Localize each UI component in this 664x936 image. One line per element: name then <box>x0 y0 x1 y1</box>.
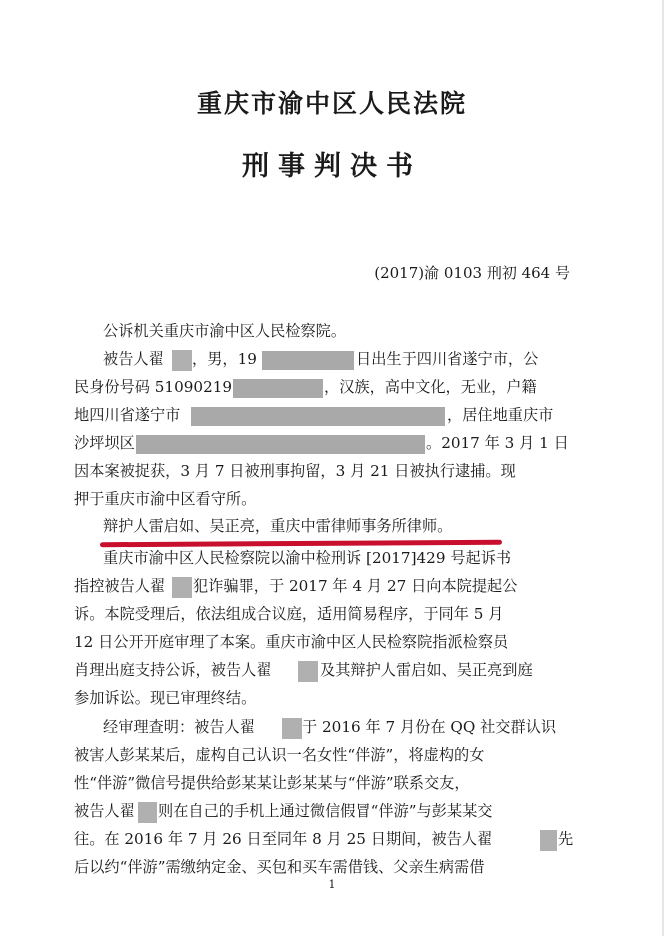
text-segment: 诉。本院受理后，依法组成合议庭，适用简易程序，于同年 5 月 <box>74 605 504 623</box>
text-segment: 则在自己的手机上通过微信假冒“伴游”与彭某某交 <box>158 802 493 820</box>
text-segment: 地四川省遂宁市 <box>74 406 181 424</box>
text-line <box>0 685 664 712</box>
text-line <box>0 513 664 540</box>
text-segment: 先 <box>558 830 574 848</box>
text-line <box>0 402 664 429</box>
text-segment: 犯诈骗罪，于 2017 年 4 月 27 日向本院提起公 <box>193 577 518 595</box>
text-line <box>0 486 664 513</box>
redaction-block <box>282 718 302 739</box>
text-line <box>0 430 664 457</box>
redaction-block <box>172 350 192 371</box>
text-segment: ，汉族，高中文化，无业，户籍 <box>324 378 537 396</box>
prosecutor-line: 公诉机关重庆市渝中区人民检察院。 <box>103 322 346 340</box>
text-segment: 被告人翟 <box>74 802 135 820</box>
redaction-block <box>540 830 557 851</box>
text-line <box>0 798 664 825</box>
redaction-block <box>298 661 318 682</box>
redaction-block <box>172 577 192 598</box>
court-name: 重庆市渝中区人民法院 <box>196 89 467 118</box>
text-segment: 日出生于四川省遂宁市，公 <box>356 350 539 368</box>
text-segment: 指控被告人翟 <box>74 577 166 595</box>
redaction-block <box>136 435 425 454</box>
text-segment: 因本案被捉获，3 月 7 日被刑事拘留，3 月 21 日被执行逮捕。现 <box>74 462 516 480</box>
case-number: (2017)渝 0103 刑初 464 号 <box>374 264 570 282</box>
text-segment: 。2017 年 3 月 1 日 <box>426 434 569 452</box>
text-line <box>0 318 664 345</box>
text-segment: 押于重庆市渝中区看守所。 <box>74 490 257 508</box>
text-line <box>0 601 664 628</box>
document-title: 刑事判决书 <box>242 151 422 182</box>
text-segment: 及其辩护人雷启如、吴正亮到庭 <box>320 661 533 679</box>
text-segment: 性“伴游”微信号提供给彭某某让彭某某与“伴游”联系交友， <box>74 774 470 792</box>
text-segment: 沙坪坝区 <box>74 434 135 452</box>
text-segment: 于 2016 年 7 月份在 QQ 社交群认识 <box>302 718 557 736</box>
text-line <box>0 458 664 485</box>
text-segment: 12 日公开开庭审理了本案。重庆市渝中区人民检察院指派检察员 <box>74 633 509 651</box>
text-segment: ，居住地重庆市 <box>447 406 554 424</box>
redaction-block <box>191 407 445 426</box>
text-line <box>0 374 664 401</box>
text-segment: 民身份号码 51090219 <box>74 378 233 396</box>
text-segment: 被告人翟 <box>103 350 164 368</box>
text-segment: 往。在 2016 年 7 月 26 日至同年 8 月 25 日期间，被告人翟 <box>74 830 493 848</box>
text-line <box>0 742 664 769</box>
text-line <box>0 854 664 881</box>
text-segment: 后以约“伴游”需缴纳定金、买包和买车需借钱、父亲生病需借 <box>74 858 485 876</box>
text-segment: 重庆市渝中区人民检察院以渝中检刑诉 [2017]429 号起诉书 <box>103 549 512 567</box>
redaction-block <box>233 379 323 398</box>
text-line <box>0 346 664 373</box>
text-line <box>0 545 664 572</box>
text-line <box>0 573 664 600</box>
redaction-block <box>262 351 354 370</box>
text-segment: 参加诉讼。现已审理终结。 <box>74 689 257 707</box>
text-line <box>0 826 664 853</box>
page-number: 1 <box>328 878 336 891</box>
defense-counsel-line: 辩护人雷启如、吴正亮，重庆中雷律师事务所律师。 <box>103 517 453 535</box>
text-line <box>0 714 664 741</box>
text-line <box>0 770 664 797</box>
text-segment: 肖理出庭支持公诉，被告人翟 <box>74 661 272 679</box>
text-line <box>0 629 664 656</box>
text-line <box>0 657 664 684</box>
text-segment: ，男，19 <box>192 350 257 368</box>
redaction-block <box>138 802 157 823</box>
text-segment: 经审理查明：被告人翟 <box>103 718 255 736</box>
text-segment: 被害人彭某某后，虚构自己认识一名女性“伴游”，将虚构的女 <box>74 746 485 764</box>
